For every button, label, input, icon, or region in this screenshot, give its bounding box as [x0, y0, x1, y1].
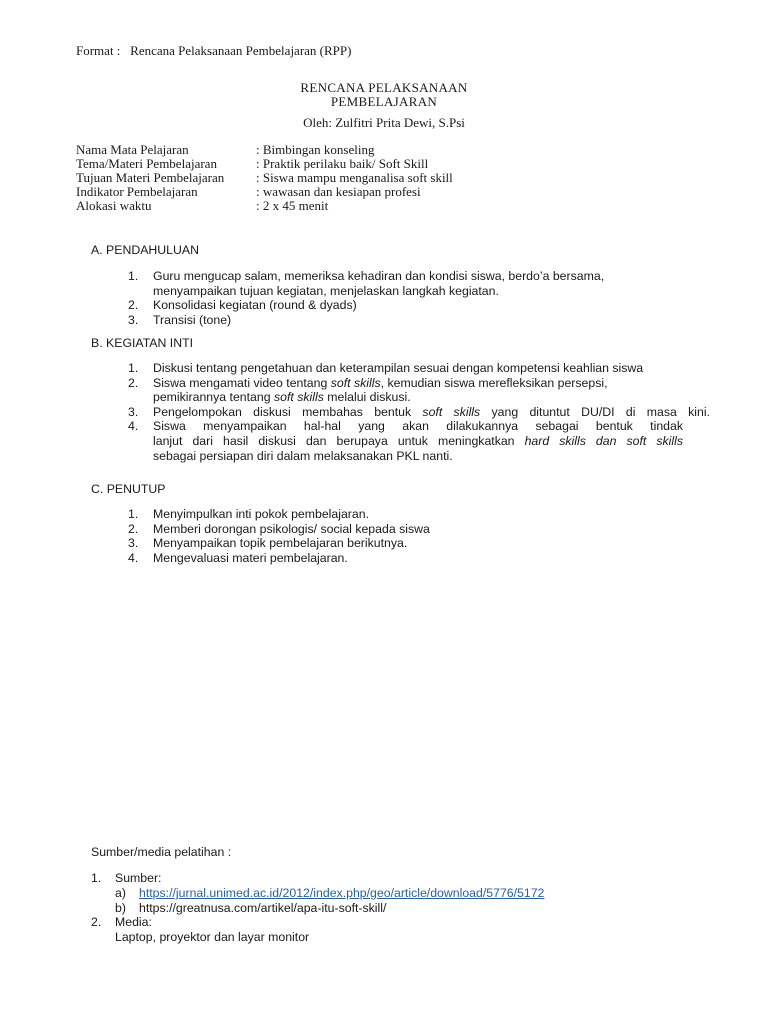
source-link[interactable]: https://jurnal.unimed.ac.id/2012/index.php/geo/article/download/5776/5172 — [139, 886, 545, 900]
list-item — [128, 313, 718, 328]
source-url-text: https://greatnusa.com/artikel/apa-itu-soft-skill/ — [139, 901, 387, 915]
list-text: menyampaikan tujuan kegiatan, menjelaskan langkah kegiatan. — [153, 283, 499, 298]
list-text: Transisi (tone) — [153, 312, 232, 327]
list-item — [128, 361, 710, 376]
list-number: 2. — [128, 375, 139, 390]
list-number: 1. — [128, 361, 139, 375]
emphasis-text: soft skills — [274, 390, 324, 405]
list-item — [128, 507, 718, 522]
sources-number: 1. — [91, 871, 102, 885]
section-c-heading: C. PENUTUP — [91, 482, 166, 496]
section-a-list — [128, 269, 718, 327]
info-label: Tujuan Materi Pembelajaran — [76, 170, 225, 185]
list-text: Menyampaikan topik pembelajaran berikutnya. — [153, 536, 408, 551]
list-item — [128, 405, 710, 420]
sources-heading: Sumber/media pelatihan : — [91, 845, 232, 859]
list-number: 1. — [128, 507, 139, 521]
info-label: Alokasi waktu — [76, 198, 152, 213]
list-text: Mengevaluasi materi pembelajaran. — [153, 550, 348, 565]
list-item — [128, 551, 718, 566]
list-number: 2. — [128, 521, 139, 536]
info-label: Indikator Pembelajaran — [76, 184, 198, 199]
list-text: Siswa mengamati video tentang soft skills, kemudian siswa merefleksikan persepsi, — [153, 375, 608, 390]
list-number: 3. — [128, 312, 139, 327]
list-text: Konsolidasi kegiatan (round & dyads) — [153, 298, 357, 313]
info-value: : Praktik perilaku baik/ Soft Skill — [256, 156, 429, 171]
info-value: : 2 x 45 menit — [256, 198, 329, 213]
format-label: Format : — [76, 43, 121, 58]
list-number: 3. — [128, 536, 139, 551]
list-text: pemikirannya tentang soft skills melalui diskusi. — [153, 390, 411, 405]
list-text: lanjut dari hasil diskusi dan berupaya untuk meningkatkan hard skills dan soft skills — [153, 433, 683, 448]
list-text: Memberi dorongan psikologis/ social kepada siswa — [153, 521, 430, 536]
emphasis-text: hard skills dan soft skills — [524, 433, 683, 448]
document-title-line-1: RENCANA PELAKSANAAN — [300, 80, 468, 95]
media-label: Media: — [115, 915, 152, 929]
info-value: : wawasan dan kesiapan profesi — [256, 184, 421, 199]
list-text: Diskusi tentang pengetahuan dan keterampilan sesuai dengan kompetensi keahlian siswa — [153, 361, 644, 375]
info-label: Nama Mata Pelajaran — [76, 142, 189, 157]
list-number: 1. — [128, 269, 139, 283]
list-item — [128, 269, 718, 298]
list-text: Menyimpulkan inti pokok pembelajaran. — [153, 507, 369, 521]
list-text: sebagai persiapan diri dalam melaksanakan PKL nanti. — [153, 448, 453, 463]
format-line — [76, 44, 351, 59]
sources-label: Sumber: — [115, 871, 162, 885]
section-a-heading: A. PENDAHULUAN — [91, 243, 199, 257]
source-sub-number: a) — [115, 886, 126, 900]
section-b-list — [128, 361, 710, 463]
section-b-heading: B. KEGIATAN INTI — [91, 336, 194, 350]
list-item — [128, 419, 683, 463]
info-value: : Siswa mampu menganalisa soft skill — [256, 170, 453, 185]
list-number: 2. — [128, 298, 139, 313]
sources-number: 2. — [91, 915, 102, 929]
list-number: 4. — [128, 550, 139, 565]
list-text: Pengelompokan diskusi membahas bentuk soft skills yang dituntut DU/DI di masa kini. — [153, 404, 710, 419]
list-item — [128, 376, 710, 405]
source-sub-number: b) — [115, 901, 126, 915]
document-title-line-2: PEMBELAJARAN — [330, 94, 438, 109]
emphasis-text: soft skills — [422, 404, 481, 419]
list-item — [128, 536, 718, 551]
media-text: Laptop, proyektor dan layar monitor — [115, 930, 310, 944]
emphasis-text: soft skills — [330, 375, 381, 390]
list-number: 4. — [128, 419, 139, 434]
info-value: : Bimbingan konseling — [256, 142, 375, 157]
list-item — [128, 522, 718, 537]
author-line: Oleh: Zulfitri Prita Dewi, S.Psi — [303, 115, 465, 130]
format-value: Rencana Pelaksanaan Pembelajaran (RPP) — [130, 43, 352, 58]
list-number: 3. — [128, 404, 139, 419]
section-c-list — [128, 507, 718, 565]
info-label: Tema/Materi Pembelajaran — [76, 156, 217, 171]
list-item — [128, 298, 718, 313]
list-text: Siswa menyampaikan hal-hal yang akan dilakukannya sebagai bentuk tindak — [153, 419, 683, 434]
list-text: Guru mengucap salam, memeriksa kehadiran dan kondisi siswa, berdo’a bersama, — [153, 269, 605, 283]
